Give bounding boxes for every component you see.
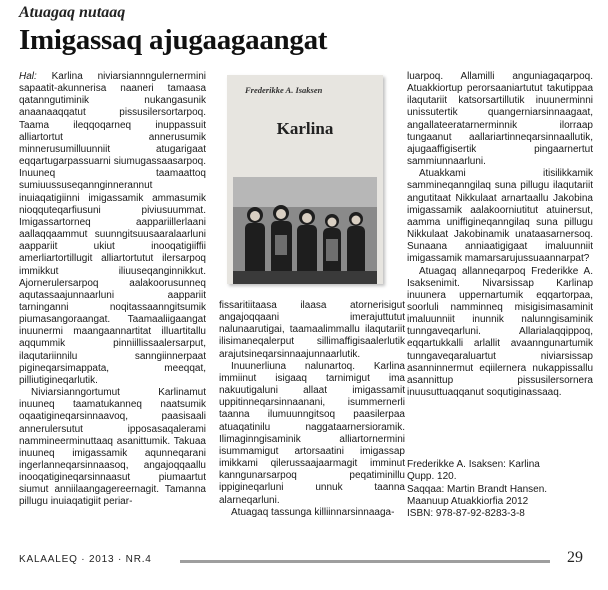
article-title: Imigassaq ajugaagaangat xyxy=(19,24,328,56)
paragraph xyxy=(19,71,206,387)
magazine-footer: KALAALEQ · 2013 · NR.4 xyxy=(19,554,152,565)
lead-label: Hal: xyxy=(19,71,37,82)
book-cover-author: Frederikke A. Isaksen xyxy=(245,85,323,95)
paragraph: luarpoq. Allamilli anguniagaqarpoq. Atuakkiortup perorsaaniartutut takutippaa ilaqutariit katsorsartillutik inuunerminni unissutertik quangerniarsinnaagaat, angallateeratarnerminnik ilorraap tungaanut aallariartinneqarsinnaallutik, ajugaaffigisertik pingaarnertut sammiunnaarluni. xyxy=(407,71,593,168)
paragraph: Atuakkami itisilikkamik sammineqanngilaq suna pillugu ilaqutariit angutitaat Nikkulaat arnartaallu Jakobina imigassamik aalakoorniutitut atuinersut, aamma uniffigineqanngilaq suna pillugu Nikkulaat Jakobinamik unataasarnersoq. Sunaana anniaatigigaat imaluunniit imigassamik mamarsarujussuaannarpat? xyxy=(407,168,593,265)
book-cover xyxy=(227,75,383,284)
text-column-2 xyxy=(219,300,405,519)
paragraph: Niviarsianngortumut Karlinamut inuuneq taamatukanneq naatsumik oqaatigineqarsinnaavoq, paasisaali annerulersutut ipposasaqalerami nammineerminuttaaq asanittumik. Takuaa inuuneq imigassamik aqunneqarani ingerlanneqarsinnaasoq, angajoqqaallu inooqatigineqarsinnaasut piumaartut siumut anniilaangagereernagit. Tamanna pillugu inuiaqatigiit periar- xyxy=(19,387,206,508)
credit-line: Maanuup Atuakkiorfia 2012 xyxy=(407,495,529,507)
family-illustration xyxy=(227,175,383,284)
credit-line: Qupp. 120. xyxy=(407,471,457,483)
article-kicker: Atuagaq nutaaq xyxy=(19,4,126,21)
footer-rule xyxy=(180,560,550,563)
book-cover-title: Karlina xyxy=(276,119,334,138)
credit-line: Saqqaa: Martin Brandt Hansen. xyxy=(407,483,548,495)
credit-line: Frederikke A. Isaksen: Karlina xyxy=(407,459,540,470)
text-column-1 xyxy=(19,71,206,509)
book-credits xyxy=(407,459,597,520)
credit-line: ISBN: 978-87-92-8283-3-8 xyxy=(407,508,525,520)
page-number: 29 xyxy=(567,549,583,566)
paragraph-text: Karlina niviarsiannngulernermini sapaatit-akunnerisa naaneri tamaasa qatanngutiminik nukangasunik anaanaaqqatut pissusilersortarpoq. Taama ileqqoqarneq inuppassuit alliartortut annerusumik minnerusumilluunniit atugarigaat eqqartugarpassuarni siumugassaasarpoq. Inuuneq taamaattoq sumiuussuseqannginnerannut inuiaqatigiinni imigassamik ammasumik nioqquteqarfiusuni piviusuummat. Imigassartorneq aappariillerlaani aallaqqaammut suunngitsuusaaralaarluni aappariit ukiut inooqatigiiffii amerliartortillugit alliartortutut ilersarpoq immikkut iliuuseqanginnikkut. Ajornerulersarpoq aalakoorusunneq aqutassaajunnaarluni aappariit tarninganni noqitassaanngitsumik piumasangoraangat. Taamaaliigaangat inuunermi maangaannartitat illuartitallu aqqummik pinniillissaalersarput, ilaqutariinnilu sanngiinnerpaat pigineqarsimappata, meeqqat, pilliutigineqarlutik. xyxy=(19,71,206,386)
paragraph: Inuunerliuna nalunartoq. Karlina immiinut isigaaq tarnimigut ima nakuutigaluni allaat imigassamit uppitinneqarsinnaanani, isummernerli taanna ilumuunngitsoq paasilerpaa atuaqatinilu naggataarnersioramik. Ilimaginngisaminik alliartornermini isummamigut artorsaatini imigassap imikkami qilerussaajaarmagit imminut kanngunarsarpoq peqatiminillu ippigineqarluni unnuk taanna alarneqarluni. xyxy=(219,360,405,506)
text-column-3 xyxy=(407,71,593,399)
paragraph: Atuagaq tassunga killiinnarsinnaaga- xyxy=(231,506,395,518)
paragraph: fissaritiitaasa ilaasa atornerisigut angajoqqaani imerajuttutut nalunaarutigai, taamaalimmallu ilaqutariit ilisimaneqalerput sillimaffigisaalerlutik arajutsineqarsinnaajunnaarlutik. xyxy=(219,300,405,360)
paragraph: Atuagaq allanneqarpoq Frederikke A. Isaksenimit. Nivarsissap Karlinap inuunera uppernartumik eqqartorpaa, soorluli namminneq misigisimasaminit imaluunniit inunnik nalunngisaminik tunngaveqarluni. Allarialaqqippoq, eqqartukkalli arlallit avaanngunartumik tunngaveqaraluartut niviarsissap asanninnermut eqiilernera nukappissallu asannittup pissusilersornera inuusuttuaqqanut soqutiginassaaq. xyxy=(407,265,593,399)
